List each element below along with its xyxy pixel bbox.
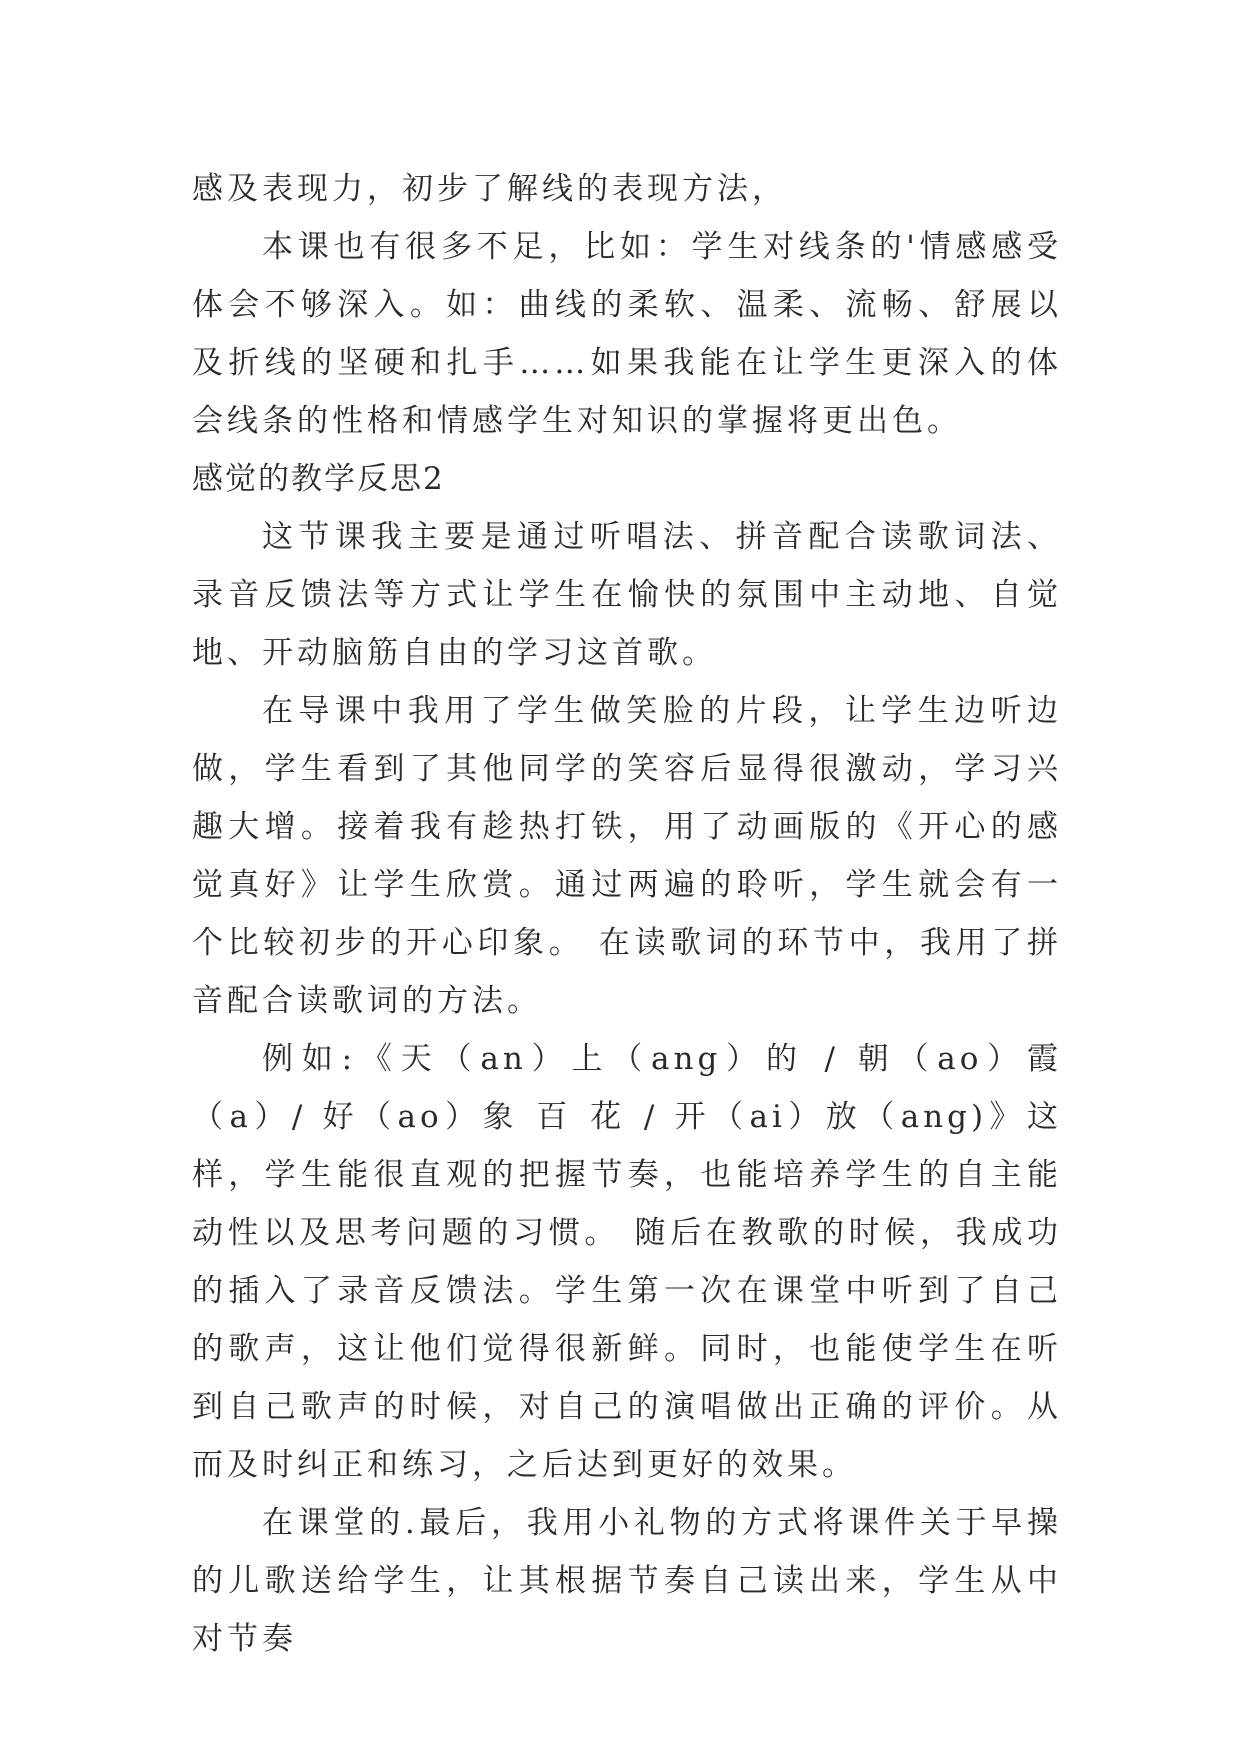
section-paragraph-4: 在课堂的.最后，我用小礼物的方式将课件关于早操的儿歌送给学生，让其根据节奏自己读出来，学生从中对节奏: [192, 1505, 1062, 1657]
section-title: 感觉的教学反思2: [192, 461, 445, 497]
section-paragraph-2: 在导课中我用了学生做笑脸的片段，让学生边听边做，学生看到了其他同学的笑容后显得很激动，学习兴趣大增。接着我有趁热打铁，用了动画版的《开心的感觉真好》让学生欣赏。通过两遍的聆听，学生就会有一个比较初步的开心印象。 在读歌词的环节中，我用了拼音配合读歌词的方法。: [192, 693, 1062, 1019]
document-body: [192, 160, 1062, 1668]
paragraph-2: 本课也有很多不足，比如：学生对线条的'情感感受体会不够深入。如：曲线的柔软、温柔、流畅、舒展以及折线的坚硬和扎手……如果我能在让学生更深入的体会线条的性格和情感学生对知识的掌握将更出色。: [192, 229, 1062, 439]
section-paragraph-3: 例如:《天（an）上（ang）的 / 朝（ao）霞（a）/ 好（ao）象 百 花 / 开（ai）放（ang)》这样，学生能很直观的把握节奏，也能培养学生的自主能动性以及思考问题的习惯。 随后在教歌的时候，我成功的插入了录音反馈法。学生第一次在课堂中听到了自己的歌声，这让他们觉得很新鲜。同时，也能使学生在听到自己歌声的时候，对自己的演唱做出正确的评价。从而及时纠正和练习，之后达到更好的效果。: [192, 1041, 1062, 1483]
section-paragraph-1: 这节课我主要是通过听唱法、拼音配合读歌词法、录音反馈法等方式让学生在愉快的氛围中主动地、自觉地、开动脑筋自由的学习这首歌。: [192, 519, 1062, 671]
paragraph-1: 感及表现力，初步了解线的表现方法，: [192, 171, 787, 207]
